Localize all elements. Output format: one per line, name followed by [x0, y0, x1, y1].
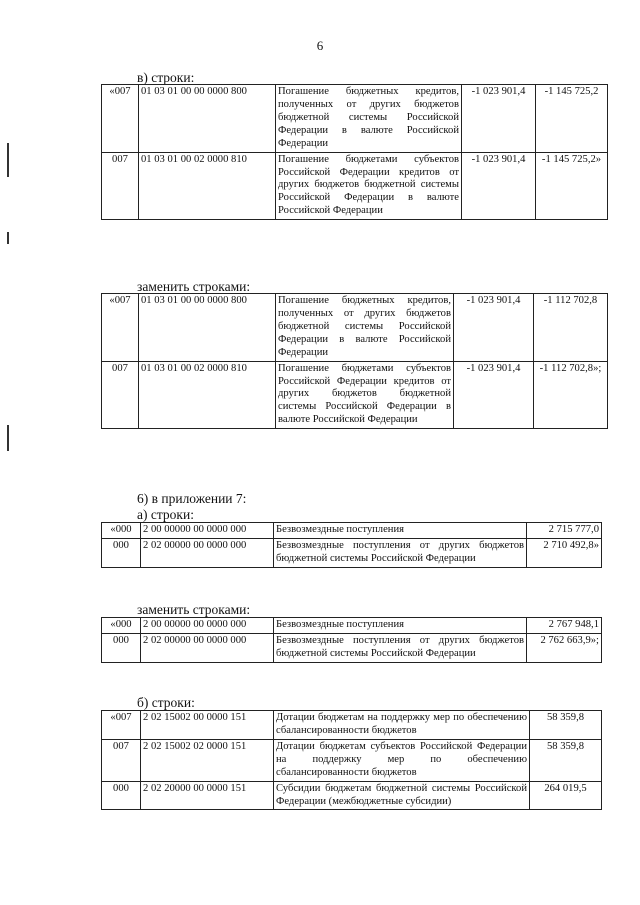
table-row: [102, 633, 602, 662]
budget-code: 2 02 00000 00 0000 000: [141, 633, 274, 662]
table-row: [102, 361, 608, 429]
table-section-5: [101, 710, 602, 810]
row-description: Дотации бюджетам на поддержку мер по обеспечению сбалансированности бюджетов: [274, 711, 530, 740]
section-heading: б) строки:: [137, 695, 195, 710]
value-2018: -1 145 725,2: [536, 85, 608, 153]
table-section-4: [101, 617, 602, 663]
table-row: [102, 294, 608, 362]
admin-code: «000: [102, 523, 141, 539]
row-description: Безвозмездные поступления: [274, 523, 527, 539]
budget-code: 2 02 20000 00 0000 151: [141, 781, 274, 810]
admin-code: 000: [102, 538, 141, 567]
admin-code: 007: [102, 152, 139, 220]
table-row: [102, 781, 602, 810]
value: 58 359,8: [530, 711, 602, 740]
budget-code: 2 00 00000 00 0000 000: [141, 618, 274, 634]
value-2017: -1 023 901,4: [462, 85, 536, 153]
admin-code: 007: [102, 361, 139, 429]
admin-code: «007: [102, 85, 139, 153]
table-section-2: [101, 293, 608, 429]
section-subheading: а) строки:: [137, 507, 194, 522]
page-number: 6: [316, 38, 324, 53]
value: 264 019,5: [530, 781, 602, 810]
table-row: [102, 618, 602, 634]
row-description: Безвозмездные поступления: [274, 618, 527, 634]
admin-code: 000: [102, 781, 141, 810]
row-description: Безвозмездные поступления от других бюджетов бюджетной системы Российской Федерации: [274, 538, 527, 567]
value-2017: -1 023 901,4: [462, 152, 536, 220]
table-row: [102, 85, 608, 153]
value: 2 710 492,8»: [527, 538, 602, 567]
value-2017: -1 023 901,4: [454, 361, 534, 429]
table-row: [102, 523, 602, 539]
budget-code: 2 02 15002 02 0000 151: [141, 739, 274, 781]
value-2018: -1 112 702,8: [534, 294, 608, 362]
scan-artifact-mark: [7, 425, 9, 451]
row-description: Субсидии бюджетам бюджетной системы Российской Федерации (межбюджетные субсидии): [274, 781, 530, 810]
table-section-1: [101, 84, 608, 220]
admin-code: 000: [102, 633, 141, 662]
table-row: [102, 538, 602, 567]
value-2018: -1 145 725,2»: [536, 152, 608, 220]
admin-code: 007: [102, 739, 141, 781]
row-description: Погашение бюджетами субъектов Российской Федерации кредитов от других бюджетов бюджетной системы Российской Федерации в валюте Российской Федерации: [276, 152, 462, 220]
value: 2 767 948,1: [527, 618, 602, 634]
value: 2 715 777,0: [527, 523, 602, 539]
table-row: [102, 152, 608, 220]
value: 2 762 663,9»;: [527, 633, 602, 662]
budget-code: 01 03 01 00 00 0000 800: [139, 85, 276, 153]
row-description: Дотации бюджетам субъектов Российской Федерации на поддержку мер по обеспечению сбалансированности бюджетов: [274, 739, 530, 781]
value-2017: -1 023 901,4: [454, 294, 534, 362]
section-heading: заменить строками:: [137, 279, 251, 294]
budget-code: 01 03 01 00 00 0000 800: [139, 294, 276, 362]
budget-code: 2 02 00000 00 0000 000: [141, 538, 274, 567]
row-description: Погашение бюджетами субъектов Российской Федерации кредитов от других бюджетов бюджетной системы Российской Федерации в валюте Российской Федерации: [276, 361, 454, 429]
section-heading: заменить строками:: [137, 602, 251, 617]
section-heading: в) строки:: [137, 70, 195, 85]
row-description: Погашение бюджетных кредитов, полученных от других бюджетов бюджетной системы Российской Федерации в валюте Российской Федерации: [276, 294, 454, 362]
admin-code: «007: [102, 294, 139, 362]
budget-code: 01 03 01 00 02 0000 810: [139, 361, 276, 429]
value-2018: -1 112 702,8»;: [534, 361, 608, 429]
table-section-3: [101, 522, 602, 568]
row-description: Погашение бюджетных кредитов, полученных от других бюджетов бюджетной системы Российской Федерации в валюте Российской Федерации: [276, 85, 462, 153]
budget-code: 2 00 00000 00 0000 000: [141, 523, 274, 539]
admin-code: «007: [102, 711, 141, 740]
scan-artifact-mark: [7, 232, 9, 244]
budget-code: 01 03 01 00 02 0000 810: [139, 152, 276, 220]
admin-code: «000: [102, 618, 141, 634]
row-description: Безвозмездные поступления от других бюджетов бюджетной системы Российской Федерации: [274, 633, 527, 662]
value: 58 359,8: [530, 739, 602, 781]
scan-artifact-mark: [7, 143, 9, 177]
table-row: [102, 711, 602, 740]
budget-code: 2 02 15002 00 0000 151: [141, 711, 274, 740]
table-row: [102, 739, 602, 781]
section-heading: 6) в приложении 7:: [137, 491, 247, 506]
